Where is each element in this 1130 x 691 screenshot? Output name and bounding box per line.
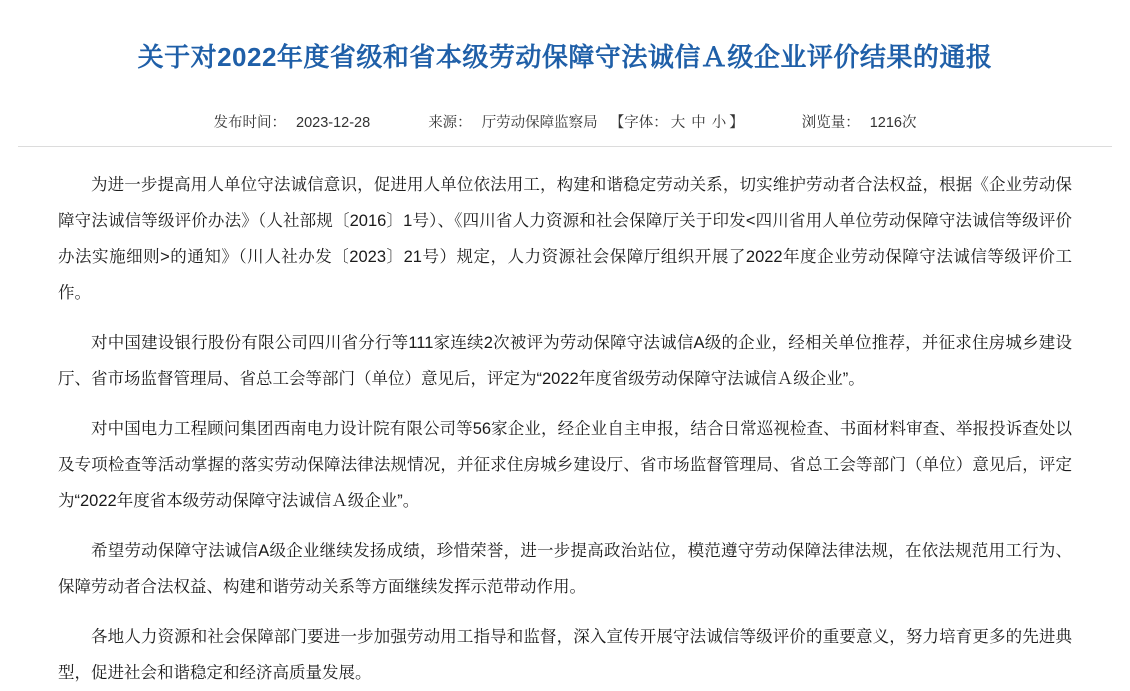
font-size-label-open: 【字体： xyxy=(609,114,668,131)
article-body xyxy=(0,147,1130,691)
publish-time-value: 2023-12-28 xyxy=(296,114,371,131)
font-size-large-button[interactable]: 大 xyxy=(670,114,686,131)
view-count-value: 1216次 xyxy=(869,114,917,131)
source xyxy=(428,111,744,132)
article-paragraph: 希望劳动保障守法诚信A级企业继续发扬成绩，珍惜荣誉，进一步提高政治站位，模范遵守劳动保障法律法规，在依法规范用工行为、保障劳动者合法权益、构建和谐劳动关系等方面继续发挥示范带动作用。 xyxy=(58,541,1072,596)
document-page xyxy=(0,17,1130,690)
publish-time-label: 发布时间： xyxy=(213,114,287,131)
article-paragraph: 各地人力资源和社会保障部门要进一步加强劳动用工指导和监督，深入宣传开展守法诚信等级评价的重要意义，努力培育更多的先进典型，促进社会和谐稳定和经济高质量发展。 xyxy=(58,627,1072,682)
page-title: 关于对2022年度省级和省本级劳动保障守法诚信Ａ级企业评价结果的通报 xyxy=(137,42,993,73)
font-size-controls xyxy=(610,115,744,131)
view-count xyxy=(802,111,917,132)
source-value: 厅劳动保障监察局 xyxy=(481,114,598,131)
article-paragraph: 对中国电力工程顾问集团西南电力设计院有限公司等56家企业，经企业自主申报，结合日常巡视检查、书面材料审查、举报投诉查处以及专项检查等活动掌握的落实劳动保障法律法规情况，并征求住房城乡建设厅、省市场监督管理局、省总工会等部门（单位）意见后，评定为“2022年度省本级劳动保障守法诚信Ａ级企业”。 xyxy=(58,419,1072,510)
font-size-medium-button[interactable]: 中 xyxy=(691,114,706,131)
publish-time xyxy=(214,111,371,132)
font-size-label-close: 】 xyxy=(729,114,744,131)
article-meta-bar xyxy=(0,95,1130,146)
article-paragraph: 对中国建设银行股份有限公司四川省分行等111家连续2次被评为劳动保障守法诚信A级的企业，经相关单位推荐，并征求住房城乡建设厅、省市场监督管理局、省总工会等部门（单位）意见后，评定为“2022年度省级劳动保障守法诚信Ａ级企业”。 xyxy=(58,333,1072,388)
article-paragraph: 为进一步提高用人单位守法诚信意识，促进用人单位依法用工，构建和谐稳定劳动关系，切实维护劳动者合法权益，根据《企业劳动保障守法诚信等级评价办法》（人社部规〔2016〕1号）、《四川省人力资源和社会保障厅关于印发<四川省用人单位劳动保障守法诚信等级评价办法实施细则>的通知》（川人社办发〔2023〕21号）规定，人力资源社会保障厅组织开展了2022年度企业劳动保障守法诚信等级评价工作。 xyxy=(58,175,1072,302)
font-size-small-button[interactable]: 小 xyxy=(711,114,727,131)
view-count-label: 浏览量： xyxy=(801,114,860,131)
source-label: 来源： xyxy=(428,114,472,131)
